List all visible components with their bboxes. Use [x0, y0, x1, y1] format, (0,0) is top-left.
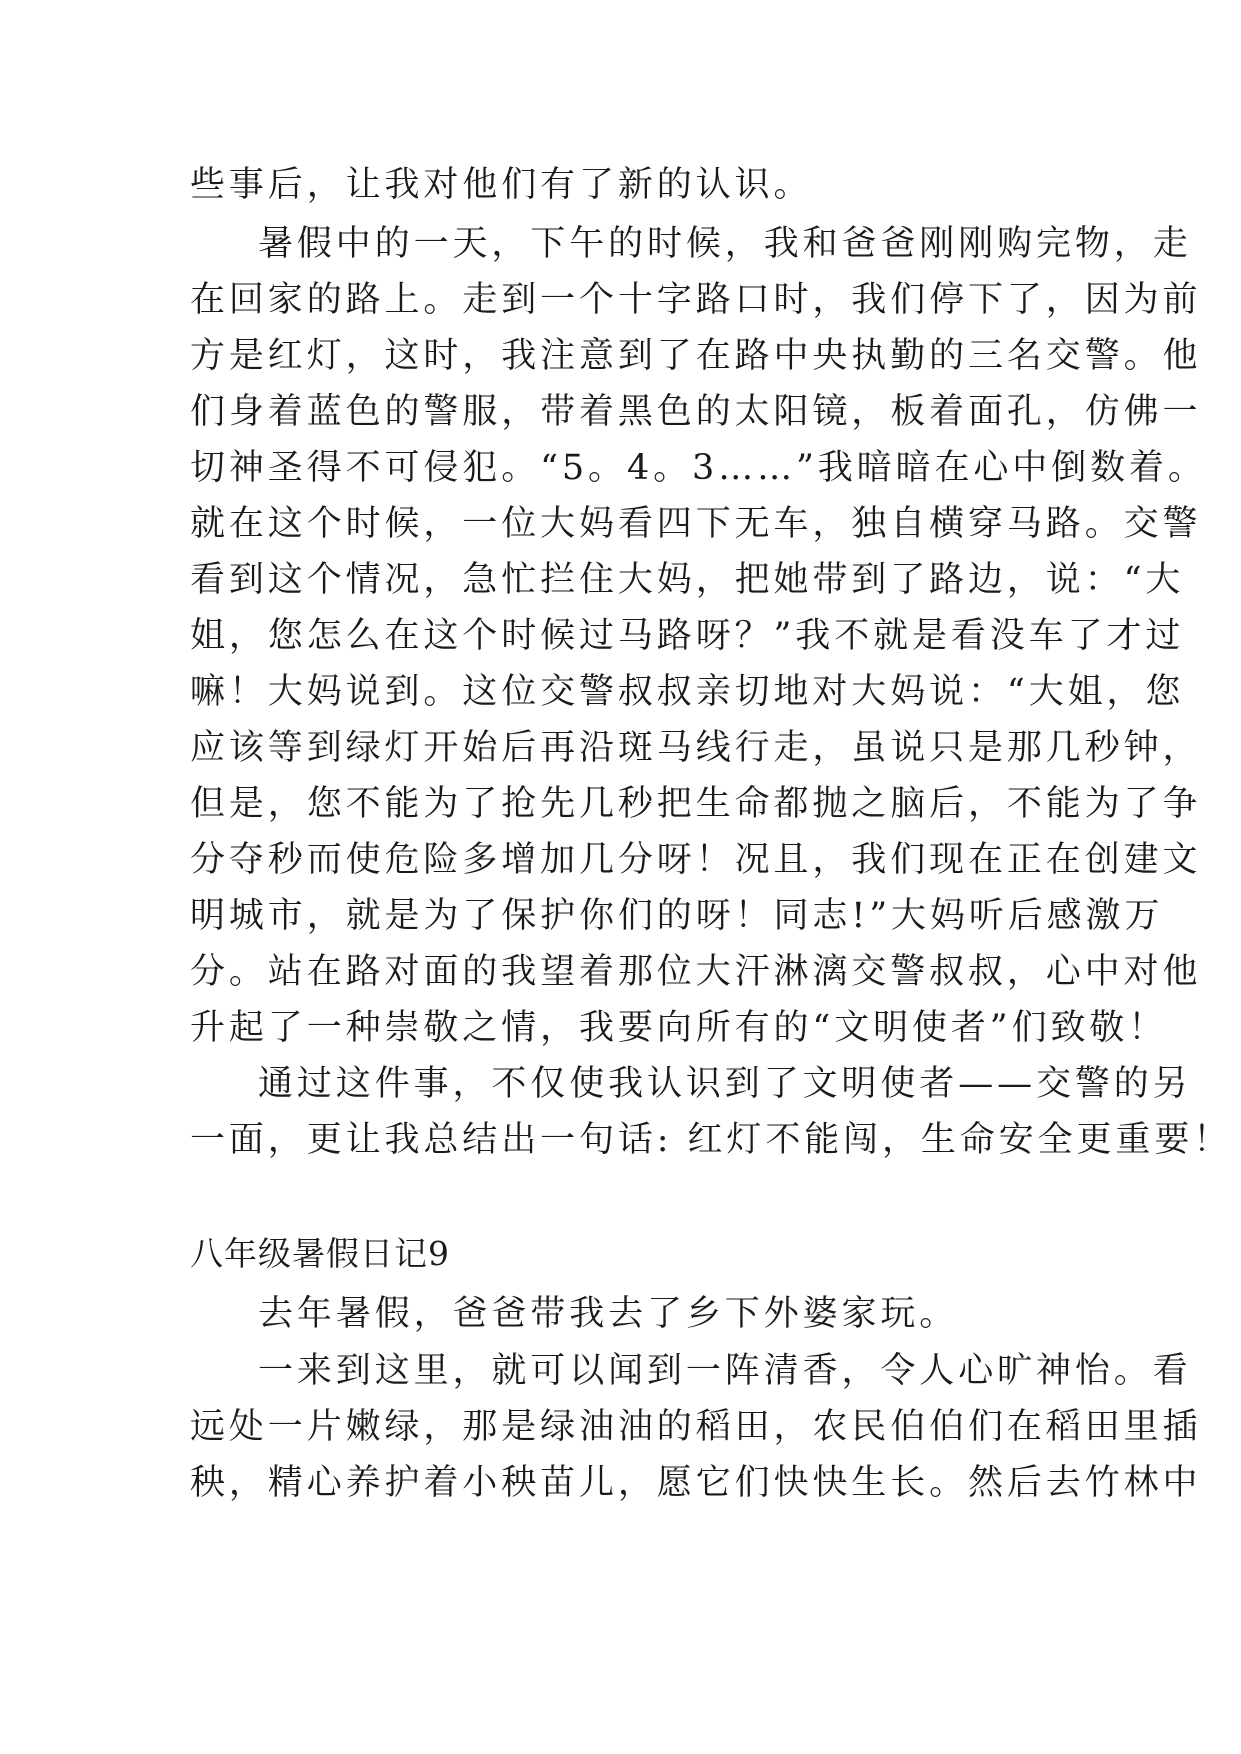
- paragraph-first-line: 去年暑假，爸爸带我去了乡下外婆家玩。: [258, 1294, 959, 1334]
- text-line: 些事后，让我对他们有了新的认识。: [190, 165, 813, 205]
- text-line: 方是红灯，这时，我注意到了在路中央执勤的三名交警。他: [190, 336, 1202, 376]
- text-line: 分夺秒而使危险多增加几分呀！况且，我们现在正在创建文: [190, 840, 1202, 880]
- paragraph-first-line: 一来到这里，就可以闻到一阵清香，令人心旷神怡。看: [258, 1351, 1192, 1391]
- text-line: 看到这个情况，急忙拦住大妈，把她带到了路边，说：“大: [190, 560, 1185, 600]
- text-line: 远处一片嫩绿，那是绿油油的稻田，农民伯伯们在稻田里插: [190, 1407, 1202, 1447]
- text-line: 分。站在路对面的我望着那位大汗淋漓交警叔叔，心中对他: [190, 952, 1202, 992]
- text-line: 在回家的路上。走到一个十字路口时，我们停下了，因为前: [190, 280, 1202, 320]
- text-line: 们身着蓝色的警服，带着黑色的太阳镜，板着面孔，仿佛一: [190, 392, 1202, 432]
- text-line: 一面，更让我总结出一句话: 红灯不能闯，生命安全更重要！: [190, 1120, 1233, 1160]
- text-line: 姐，您怎么在这个时候过马路呀？”我不就是看没车了才过: [190, 616, 1185, 656]
- text-line: 明城市，就是为了保护你们的呀！同志!”大妈听后感激万: [190, 896, 1164, 936]
- text-line: 切神圣得不可侵犯。“5。4。3……”我暗暗在心中倒数着。: [190, 448, 1207, 488]
- text-line: 应该等到绿灯开始后再沿斑马线行走，虽说只是那几秒钟，: [190, 728, 1202, 768]
- text-line: 但是，您不能为了抢先几秒把生命都抛之脑后，不能为了争: [190, 784, 1202, 824]
- text-line: 秧，精心养护着小秧苗儿，愿它们快快生长。然后去竹林中: [190, 1463, 1202, 1503]
- text-line: 嘛！大妈说到。这位交警叔叔亲切地对大妈说：“大姐，您: [190, 672, 1185, 712]
- section-title: 八年级暑假日记9: [190, 1234, 450, 1273]
- text-line: 升起了一种崇敬之情，我要向所有的“文明使者”们致敬！: [190, 1008, 1168, 1048]
- paragraph-first-line: 暑假中的一天，下午的时候，我和爸爸刚刚购完物，走: [258, 224, 1192, 264]
- text-line: 就在这个时候，一位大妈看四下无车，独自横穿马路。交警: [190, 504, 1202, 544]
- paragraph-first-line: 通过这件事，不仅使我认识到了文明使者——交警的另: [258, 1064, 1192, 1104]
